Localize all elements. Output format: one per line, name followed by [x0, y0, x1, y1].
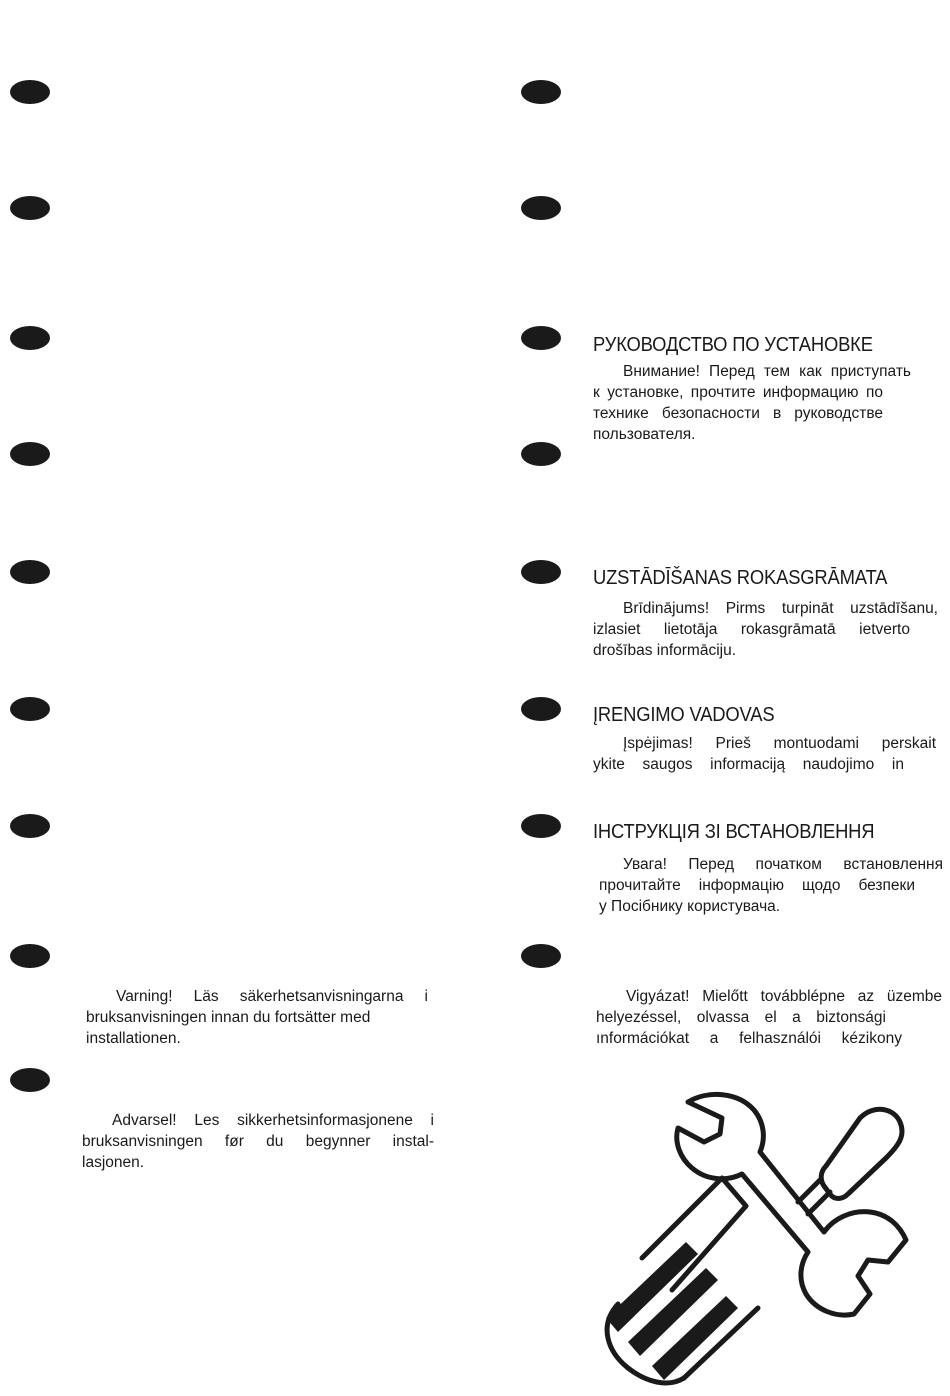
paragraph-line: helyezéssel, olvassa el a biztonsági — [596, 1009, 886, 1026]
paragraph-line: Brīdinājums! Pirms turpināt uzstādīšanu, — [623, 600, 938, 617]
paragraph-line: bruksanvisningen innan du fortsätter med — [86, 1009, 371, 1026]
paragraph-line: пользователя. — [593, 426, 696, 443]
entry-ukrainian — [593, 820, 943, 917]
paragraph-line: bruksanvisningen før du begynner instal- — [82, 1133, 434, 1150]
section-heading: UZSTĀDĪŠANAS ROKASGRĀMATA — [593, 567, 888, 589]
entry-latvian — [593, 566, 938, 661]
warning-paragraph — [86, 986, 428, 1049]
paragraph-line: lasjonen. — [82, 1154, 145, 1171]
entry-norwegian — [82, 1110, 434, 1173]
section-bullet — [10, 814, 50, 838]
paragraph-line: ınformációkat a felhasználói kézikony — [596, 1030, 902, 1047]
section-bullet — [10, 560, 50, 584]
entry-lithuanian — [593, 703, 936, 775]
section-heading: ІНСТРУКЦІЯ ЗІ ВСТАНОВЛЕННЯ — [593, 821, 875, 843]
warning-paragraph — [593, 733, 936, 775]
section-bullet — [521, 814, 561, 838]
section-bullet — [10, 196, 50, 220]
section-bullet — [10, 1068, 50, 1092]
paragraph-line: ykite saugos informaciją naudojimo in — [593, 756, 904, 773]
paragraph-line: Varning! Läs säkerhetsanvisningarna i — [116, 988, 428, 1005]
warning-paragraph — [593, 361, 911, 445]
section-bullet — [521, 944, 561, 968]
paragraph-line: Advarsel! Les sikkerhetsinformasjonene i — [112, 1112, 434, 1129]
paragraph-line: Vigyázat! Mielőtt továbblépne az üzembe — [626, 988, 942, 1005]
paragraph-line: Увага! Перед початком встановлення — [623, 856, 943, 873]
section-bullet — [10, 944, 50, 968]
section-bullet — [521, 326, 561, 350]
section-bullet — [521, 560, 561, 584]
entry-hungarian — [596, 986, 942, 1049]
section-bullet — [521, 442, 561, 466]
section-bullet — [521, 80, 561, 104]
paragraph-line: Įspėjimas! Prieš montuodami perskait — [623, 735, 936, 752]
entry-swedish — [86, 986, 428, 1049]
wrench-and-screwdriver-icon — [598, 1082, 948, 1392]
warning-paragraph — [593, 854, 943, 917]
section-bullet — [10, 442, 50, 466]
paragraph-line: у Посібнику користувача. — [599, 898, 781, 915]
warning-paragraph — [596, 986, 942, 1049]
section-bullet — [521, 196, 561, 220]
section-bullet — [10, 326, 50, 350]
section-bullet — [521, 697, 561, 721]
section-heading: РУКОВОДСТВО ПО УСТАНОВКЕ — [593, 334, 873, 356]
paragraph-line: installationen. — [86, 1030, 181, 1047]
section-bullet — [10, 697, 50, 721]
paragraph-line: технике безопасности в руководстве — [593, 405, 883, 422]
entry-russian — [593, 333, 911, 445]
paragraph-line: к установке, прочтите информацию по — [593, 384, 883, 401]
paragraph-line: Внимание! Перед тем как приступать — [623, 363, 911, 380]
paragraph-line: прочитайте інформацію щодо безпеки — [599, 877, 915, 894]
warning-paragraph — [82, 1110, 434, 1173]
warning-paragraph — [593, 598, 938, 661]
paragraph-line: izlasiet lietotāja rokasgrāmatā ietverto — [593, 621, 910, 638]
section-heading: ĮRENGIMO VADOVAS — [593, 704, 775, 726]
section-bullet — [10, 80, 50, 104]
paragraph-line: drošības informāciju. — [593, 642, 737, 659]
